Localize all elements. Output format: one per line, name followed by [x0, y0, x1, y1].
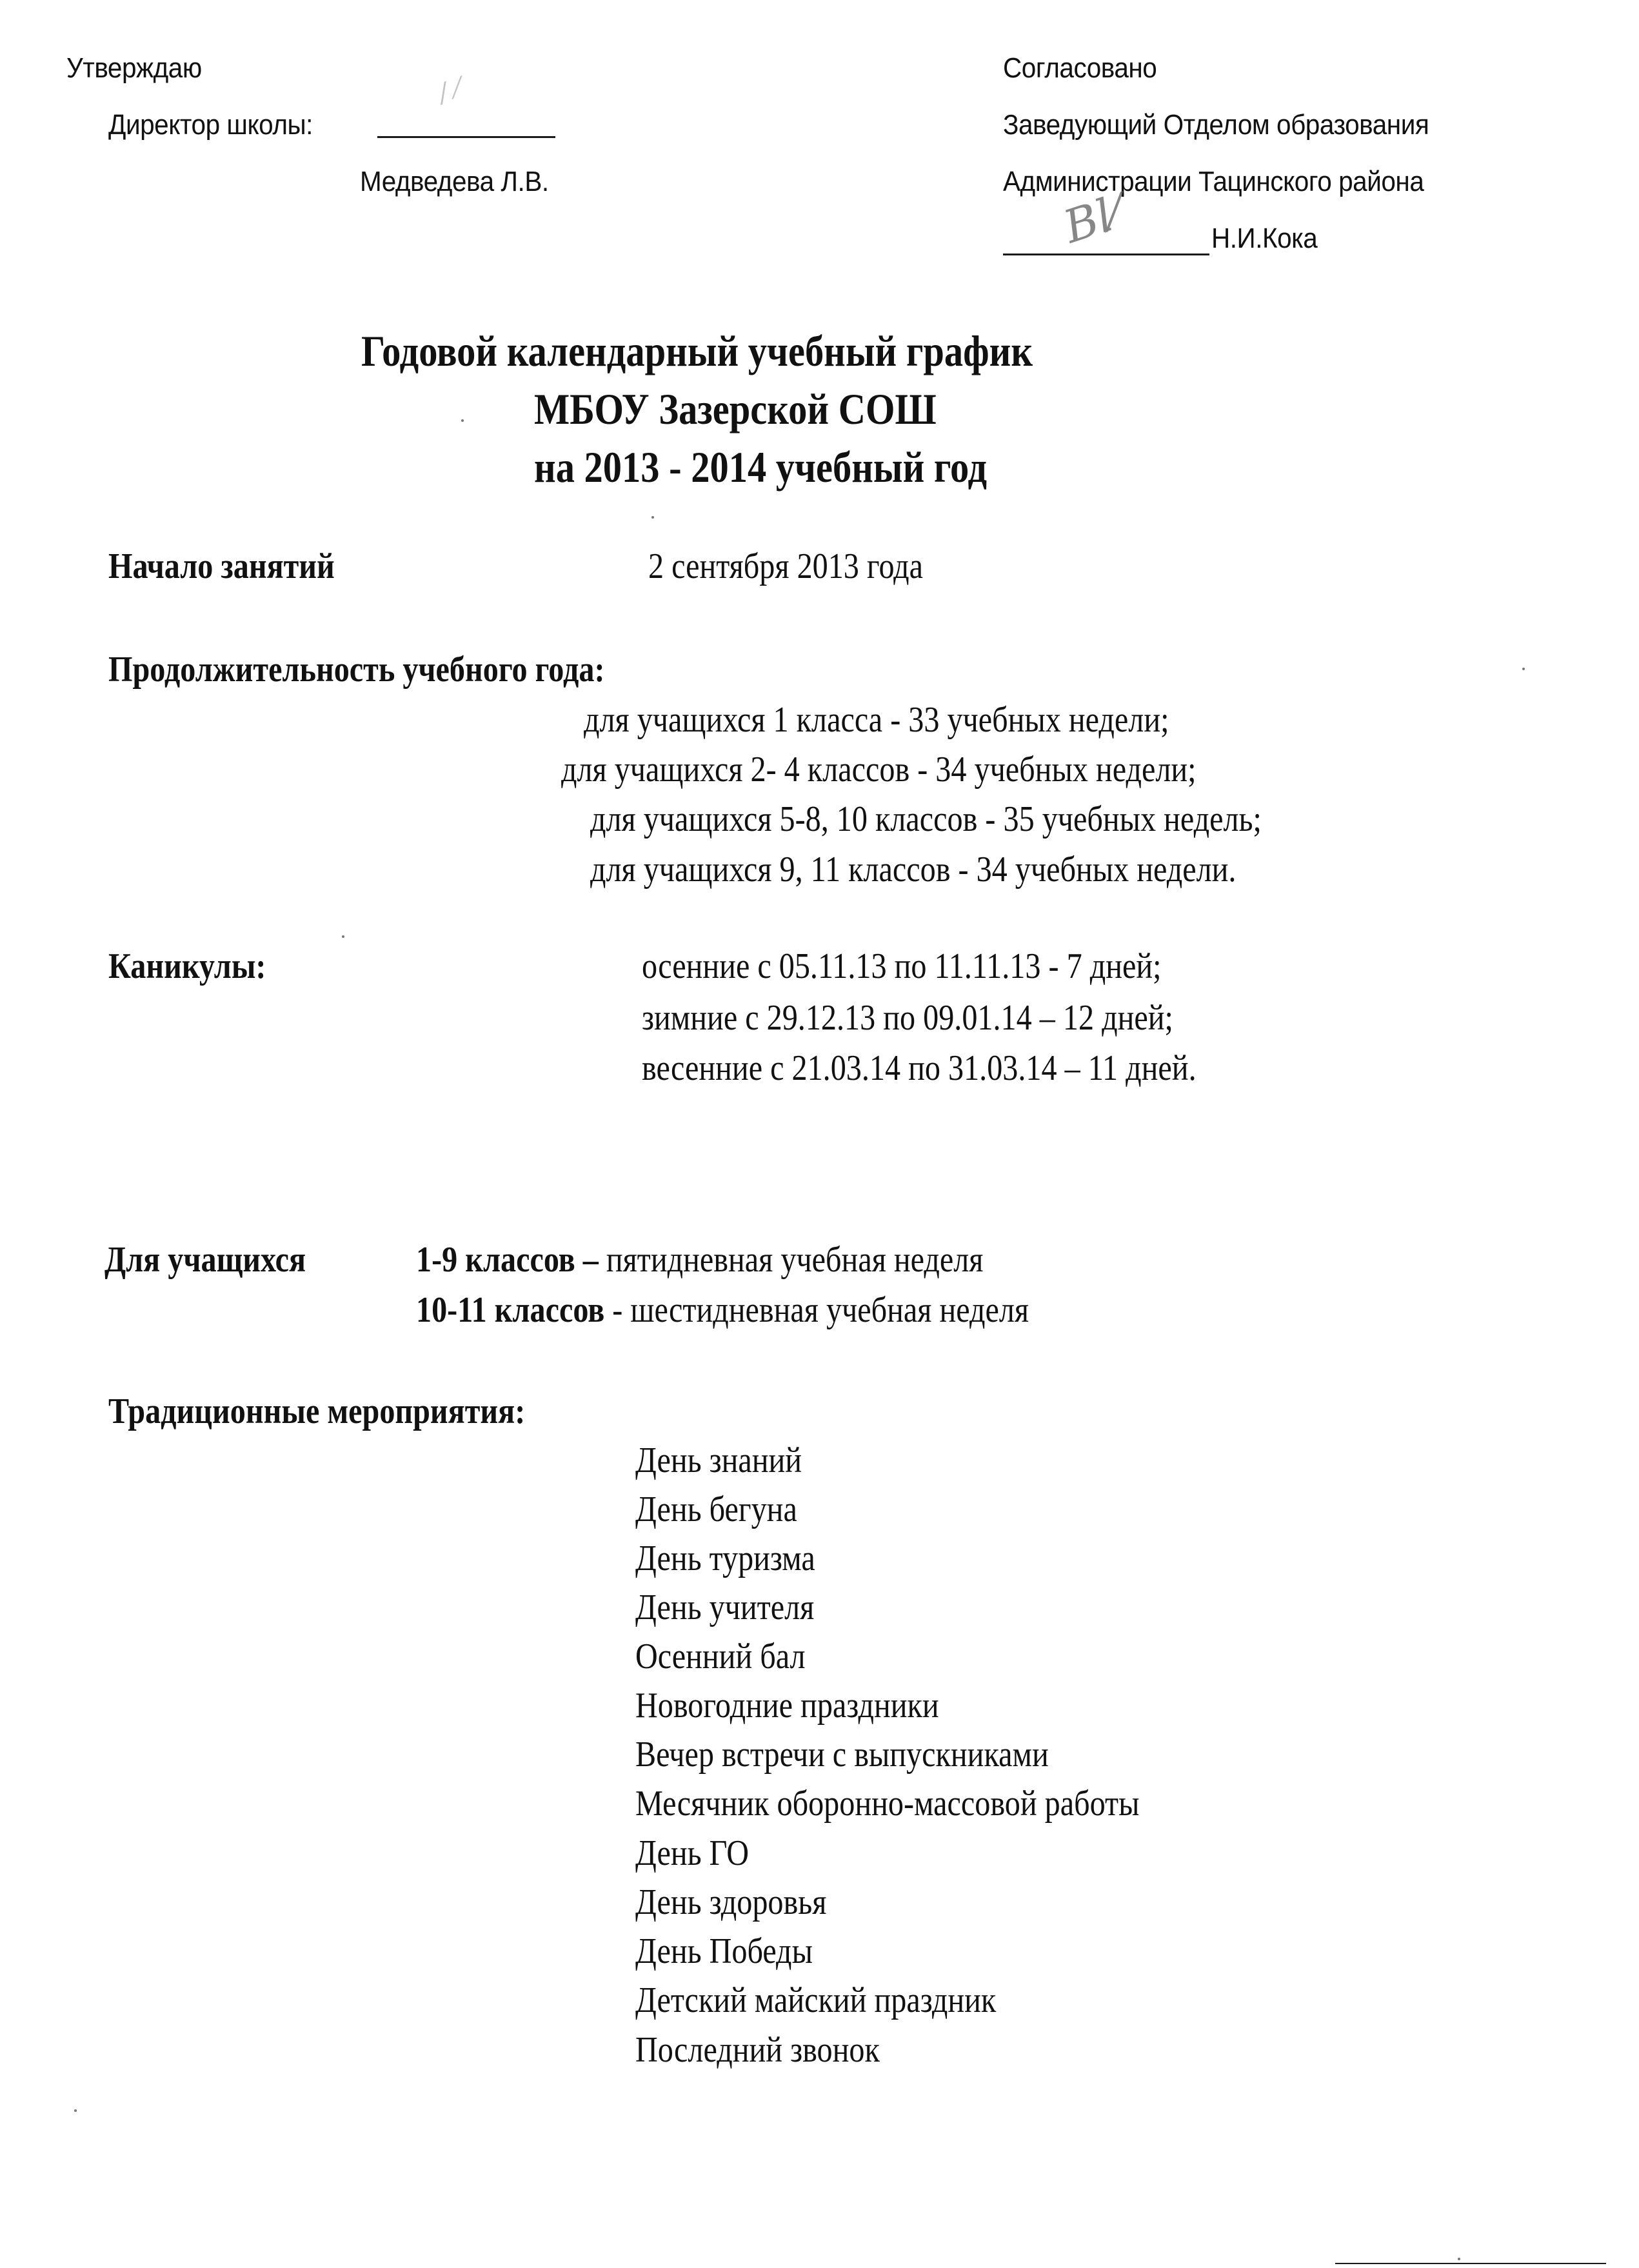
approval-left-heading: Утверждаю: [66, 52, 202, 84]
scan-speck: [651, 516, 654, 519]
start-label: Начало занятий: [108, 546, 335, 586]
head-position-line1: Заведующий Отделом образования: [1003, 109, 1429, 141]
director-name: Медведева Л.В.: [360, 166, 549, 197]
duration-label: Продолжительность учебного года:: [108, 650, 605, 690]
head-signature-mark: Bl⁄: [1057, 186, 1127, 254]
duration-item: для учащихся 9, 11 классов - 34 учебных недели.: [590, 850, 1237, 890]
holiday-item: зимние с 29.12.13 по 09.01.14 – 12 дней;: [642, 998, 1173, 1038]
study-week-row: [416, 1292, 1029, 1328]
title-line-2: МБОУ Зазерской СОШ: [534, 384, 937, 433]
event-item: День ГО: [635, 1833, 750, 1873]
director-signature-line: [377, 136, 555, 138]
approval-right-heading: Согласовано: [1003, 52, 1157, 84]
event-item: День туризма: [635, 1538, 815, 1578]
event-item: Месячник оборонно-массовой работы: [635, 1784, 1140, 1824]
event-item: День бегуна: [635, 1489, 797, 1529]
holiday-item: осенние с 05.11.13 по 11.11.13 - 7 дней;: [642, 946, 1162, 986]
event-item: Осенний бал: [635, 1636, 806, 1676]
scan-speck: [74, 2109, 77, 2112]
head-signature-line: [1003, 254, 1209, 255]
study-week-row: [416, 1242, 983, 1278]
study-week-sep: -: [604, 1290, 631, 1330]
scan-speck: [1522, 668, 1525, 670]
scan-speck: [342, 935, 344, 938]
event-item: Новогодние праздники: [635, 1686, 939, 1726]
duration-item: для учащихся 1 класса - 33 учебных недели;: [584, 700, 1169, 740]
event-item: День Победы: [635, 1931, 813, 1971]
holidays-label: Каникулы:: [108, 946, 266, 986]
study-week-text: пятидневная учебная неделя: [606, 1240, 984, 1280]
study-week-label: Для учащихся: [104, 1240, 306, 1280]
study-week-sep: –: [575, 1240, 606, 1280]
director-position: Директор школы:: [108, 109, 313, 141]
study-week-classes: 10-11 классов: [416, 1290, 605, 1330]
start-value: 2 сентября 2013 года: [648, 546, 924, 586]
duration-item: для учащихся 2- 4 классов - 34 учебных недели;: [561, 750, 1197, 790]
title-line-1: Годовой календарный учебный график: [361, 326, 1033, 375]
director-signature-mark: / ⁄: [434, 74, 464, 108]
event-item: День учителя: [635, 1587, 815, 1627]
event-item: День знаний: [635, 1440, 802, 1480]
footer-line: [1335, 2263, 1606, 2264]
event-item: Последний звонок: [635, 2030, 880, 2070]
holiday-item: весенние с 21.03.14 по 31.03.14 – 11 дней.: [642, 1048, 1197, 1088]
duration-item: для учащихся 5-8, 10 классов - 35 учебных недель;: [590, 799, 1262, 839]
event-item: Вечер встречи с выпускниками: [635, 1735, 1049, 1775]
scan-speck: [1458, 2258, 1460, 2260]
head-position-line2: Администрации Тацинского района: [1003, 166, 1424, 197]
study-week-classes: 1-9 классов: [416, 1240, 575, 1280]
head-name: Н.И.Кока: [1211, 223, 1318, 254]
events-label: Традиционные мероприятия:: [108, 1391, 526, 1431]
title-line-3: на 2013 - 2014 учебный год: [534, 443, 988, 492]
study-week-text: шестидневная учебная неделя: [630, 1290, 1029, 1330]
event-item: Детский майский праздник: [635, 1980, 997, 2020]
scan-speck: [461, 419, 464, 422]
event-item: День здоровья: [635, 1882, 827, 1922]
